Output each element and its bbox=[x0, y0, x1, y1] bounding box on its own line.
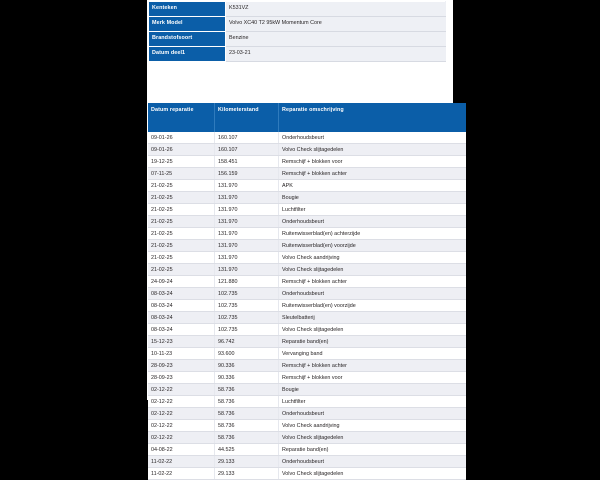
cell-odometer: 29.133 bbox=[215, 468, 279, 480]
repair-history-section bbox=[148, 103, 446, 480]
cell-odometer: 58.736 bbox=[215, 384, 279, 396]
cell-description: Reparatie band(en) bbox=[279, 336, 467, 348]
cell-description: Onderhoudsbeurt bbox=[279, 408, 467, 420]
vehicle-info-table bbox=[148, 1, 446, 62]
cell-description: Volvo Check slijtagedelen bbox=[279, 468, 467, 480]
cell-description: Volvo Check aandrijving bbox=[279, 252, 467, 264]
table-row bbox=[149, 2, 446, 17]
cell-odometer: 160.107 bbox=[215, 144, 279, 156]
cell-odometer: 58.736 bbox=[215, 420, 279, 432]
table-row bbox=[148, 180, 466, 192]
cell-odometer: 58.736 bbox=[215, 432, 279, 444]
table-row bbox=[148, 312, 466, 324]
table-row bbox=[148, 360, 466, 372]
cell-description: Volvo Check slijtagedelen bbox=[279, 324, 467, 336]
cell-date: 10-11-23 bbox=[148, 348, 215, 360]
cell-odometer: 131.970 bbox=[215, 252, 279, 264]
column-header-odometer: Kilometerstand bbox=[215, 103, 279, 132]
cell-odometer: 131.970 bbox=[215, 216, 279, 228]
cell-odometer: 158.451 bbox=[215, 156, 279, 168]
table-row bbox=[149, 47, 446, 62]
table-row bbox=[148, 408, 466, 420]
cell-description: Onderhoudsbeurt bbox=[279, 132, 467, 144]
cell-odometer: 131.970 bbox=[215, 180, 279, 192]
table-row bbox=[148, 288, 466, 300]
table-row bbox=[148, 420, 466, 432]
cell-date: 28-09-23 bbox=[148, 360, 215, 372]
cell-date: 08-03-24 bbox=[148, 300, 215, 312]
cell-odometer: 90.336 bbox=[215, 360, 279, 372]
cell-description: Onderhoudsbeurt bbox=[279, 216, 467, 228]
vehicle-info-value: Benzine bbox=[226, 32, 446, 47]
table-row bbox=[148, 396, 466, 408]
document-page bbox=[147, 0, 453, 477]
repair-history-body bbox=[148, 132, 466, 480]
cell-description: Vervanging band bbox=[279, 348, 467, 360]
table-row bbox=[148, 300, 466, 312]
table-row bbox=[148, 348, 466, 360]
cell-odometer: 29.133 bbox=[215, 456, 279, 468]
table-row bbox=[148, 444, 466, 456]
vehicle-info-value: K531VZ bbox=[226, 2, 446, 17]
cell-description: Sleutelbatterij bbox=[279, 312, 467, 324]
cell-date: 08-03-24 bbox=[148, 288, 215, 300]
table-row bbox=[148, 264, 466, 276]
cell-odometer: 102.735 bbox=[215, 324, 279, 336]
table-row bbox=[148, 204, 466, 216]
cell-odometer: 93.600 bbox=[215, 348, 279, 360]
table-row bbox=[148, 156, 466, 168]
vehicle-info-label: Datum deel1 bbox=[149, 47, 226, 62]
table-row bbox=[148, 276, 466, 288]
cell-date: 21-02-25 bbox=[148, 228, 215, 240]
cell-description: Luchtfilter bbox=[279, 204, 467, 216]
cell-description: Onderhoudsbeurt bbox=[279, 456, 467, 468]
table-row bbox=[148, 468, 466, 480]
repair-history-header bbox=[148, 103, 466, 132]
table-row bbox=[149, 17, 446, 32]
cell-date: 07-11-25 bbox=[148, 168, 215, 180]
cell-odometer: 44.525 bbox=[215, 444, 279, 456]
table-row bbox=[148, 192, 466, 204]
cell-description: Bougie bbox=[279, 384, 467, 396]
cell-date: 21-02-25 bbox=[148, 252, 215, 264]
cell-description: Remschijf + blokken voor bbox=[279, 372, 467, 384]
cell-date: 09-01-26 bbox=[148, 144, 215, 156]
cell-date: 09-01-26 bbox=[148, 132, 215, 144]
column-header-date: Datum reparatie bbox=[148, 103, 215, 132]
cell-date: 28-09-23 bbox=[148, 372, 215, 384]
cell-odometer: 121.880 bbox=[215, 276, 279, 288]
cell-description: Volvo Check aandrijving bbox=[279, 420, 467, 432]
vehicle-info-value: Volvo XC40 T2 95kW Momentum Core bbox=[226, 17, 446, 32]
cell-odometer: 102.735 bbox=[215, 288, 279, 300]
cell-odometer: 156.159 bbox=[215, 168, 279, 180]
cell-date: 21-02-25 bbox=[148, 204, 215, 216]
cell-description: Onderhoudsbeurt bbox=[279, 288, 467, 300]
table-row bbox=[148, 432, 466, 444]
cell-date: 02-12-22 bbox=[148, 420, 215, 432]
vehicle-info-label: Kenteken bbox=[149, 2, 226, 17]
table-row bbox=[148, 456, 466, 468]
table-row bbox=[148, 336, 466, 348]
cell-description: APK bbox=[279, 180, 467, 192]
table-row bbox=[148, 372, 466, 384]
cell-odometer: 102.735 bbox=[215, 300, 279, 312]
table-row bbox=[148, 324, 466, 336]
cell-odometer: 131.970 bbox=[215, 264, 279, 276]
vehicle-info-body bbox=[149, 2, 446, 62]
vehicle-info-label: Merk Model bbox=[149, 17, 226, 32]
cell-description: Volvo Check slijtagedelen bbox=[279, 264, 467, 276]
cell-odometer: 58.736 bbox=[215, 396, 279, 408]
table-row bbox=[148, 144, 466, 156]
table-row bbox=[149, 32, 446, 47]
cell-description: Ruitenwisserblad(en) voorzijde bbox=[279, 300, 467, 312]
cell-date: 21-02-25 bbox=[148, 216, 215, 228]
cell-description: Remschijf + blokken achter bbox=[279, 360, 467, 372]
cell-odometer: 131.970 bbox=[215, 228, 279, 240]
table-row bbox=[148, 228, 466, 240]
cell-odometer: 160.107 bbox=[215, 132, 279, 144]
cell-date: 21-02-25 bbox=[148, 264, 215, 276]
cell-description: Volvo Check slijtagedelen bbox=[279, 432, 467, 444]
cell-description: Remschijf + blokken achter bbox=[279, 276, 467, 288]
table-row bbox=[148, 168, 466, 180]
cell-description: Remschijf + blokken achter bbox=[279, 168, 467, 180]
cell-date: 21-02-25 bbox=[148, 192, 215, 204]
cell-description: Volvo Check slijtagedelen bbox=[279, 144, 467, 156]
cell-description: Luchtfilter bbox=[279, 396, 467, 408]
vehicle-info-label: Brandstofsoort bbox=[149, 32, 226, 47]
cell-date: 02-12-22 bbox=[148, 432, 215, 444]
cell-date: 11-02-22 bbox=[148, 468, 215, 480]
table-row bbox=[148, 240, 466, 252]
cell-odometer: 58.736 bbox=[215, 408, 279, 420]
cell-date: 08-03-24 bbox=[148, 312, 215, 324]
cell-date: 02-12-22 bbox=[148, 408, 215, 420]
column-header-description: Reparatie omschrijving bbox=[279, 103, 467, 132]
cell-date: 15-12-23 bbox=[148, 336, 215, 348]
table-row bbox=[148, 384, 466, 396]
cell-description: Ruitenwisserblad(en) voorzijde bbox=[279, 240, 467, 252]
table-row bbox=[148, 216, 466, 228]
cell-odometer: 131.970 bbox=[215, 192, 279, 204]
table-header-row bbox=[148, 103, 466, 132]
repair-history-table bbox=[148, 103, 466, 480]
cell-date: 02-12-22 bbox=[148, 396, 215, 408]
vehicle-info-value: 23-03-21 bbox=[226, 47, 446, 62]
cell-date: 19-12-25 bbox=[148, 156, 215, 168]
table-row bbox=[148, 252, 466, 264]
cell-odometer: 131.970 bbox=[215, 204, 279, 216]
cell-odometer: 131.970 bbox=[215, 240, 279, 252]
cell-odometer: 90.336 bbox=[215, 372, 279, 384]
cell-date: 11-02-22 bbox=[148, 456, 215, 468]
cell-date: 08-03-24 bbox=[148, 324, 215, 336]
cell-odometer: 102.735 bbox=[215, 312, 279, 324]
cell-odometer: 96.742 bbox=[215, 336, 279, 348]
cell-date: 02-12-22 bbox=[148, 384, 215, 396]
cell-description: Remschijf + blokken voor bbox=[279, 156, 467, 168]
cell-date: 21-02-25 bbox=[148, 240, 215, 252]
table-row bbox=[148, 132, 466, 144]
cell-date: 21-02-25 bbox=[148, 180, 215, 192]
cell-date: 04-08-22 bbox=[148, 444, 215, 456]
cell-description: Reparatie band(en) bbox=[279, 444, 467, 456]
cell-description: Bougie bbox=[279, 192, 467, 204]
cell-date: 24-09-24 bbox=[148, 276, 215, 288]
cell-description: Ruitenwisserblad(en) achterzijde bbox=[279, 228, 467, 240]
